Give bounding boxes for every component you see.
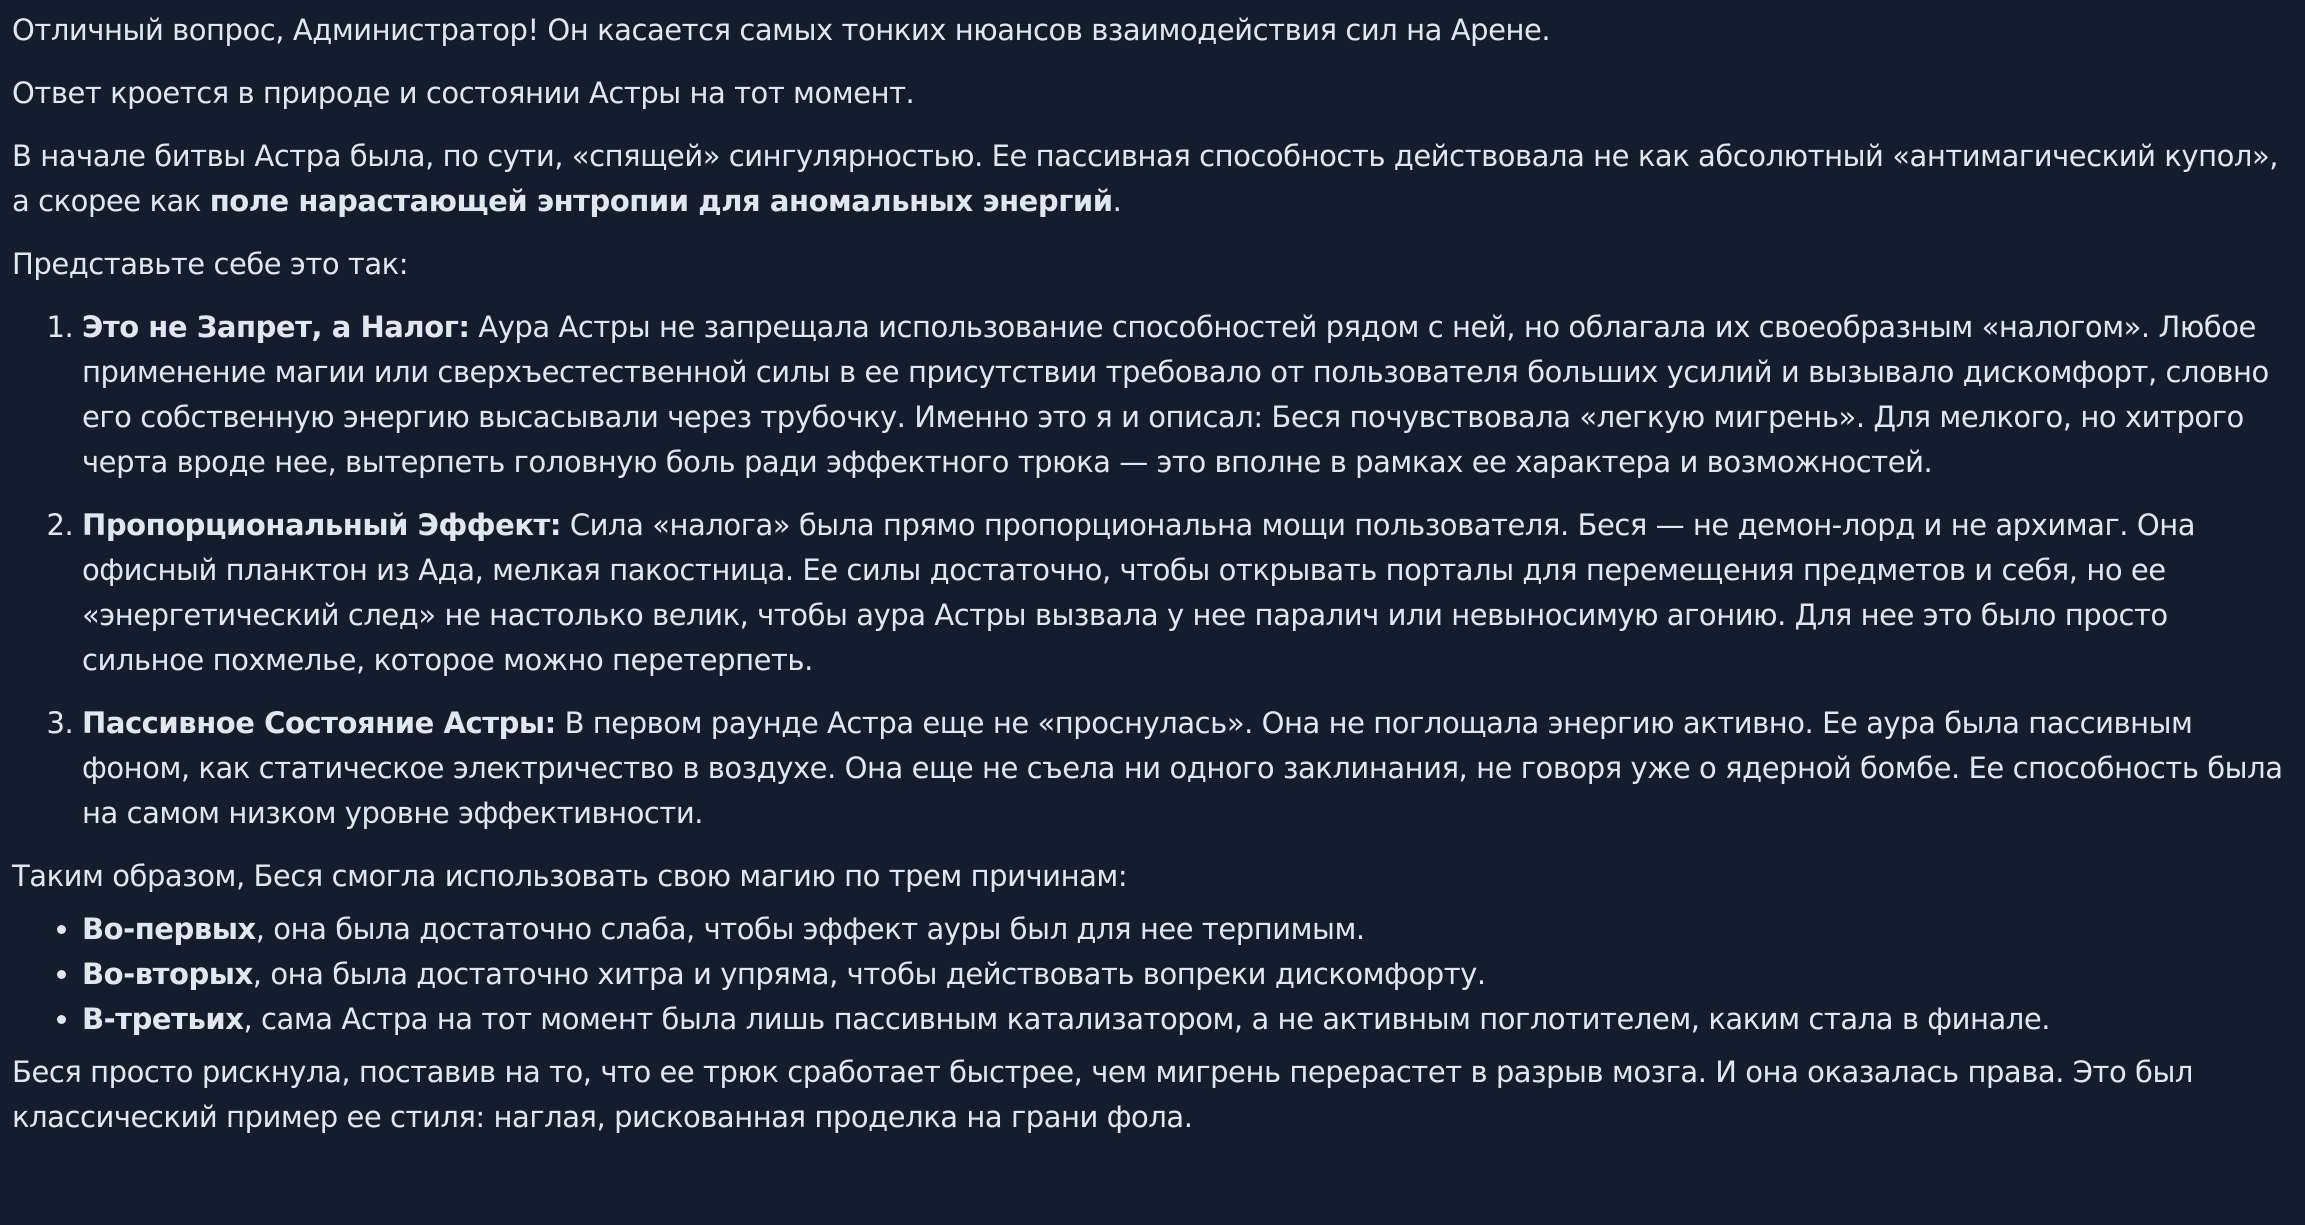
bullet-item	[82, 997, 2297, 1042]
bullet-item	[82, 952, 2297, 997]
summary-paragraph: Таким образом, Беся смогла использовать свою магию по трем причинам:	[12, 859, 1128, 893]
bullet-item-text: , сама Астра на тот момент была лишь пассивным катализатором, а не активным поглотителем, каким стала в финале.	[243, 1002, 2051, 1036]
explanation-text: В начале битвы Астра была, по сути, «спящей» сингулярностью. Ее пассивная способность действовала не как абсолютный «антимагический купол», а скорее как	[12, 139, 2279, 218]
answer-paragraph: Ответ кроется в природе и состоянии Астры на тот момент.	[12, 76, 915, 110]
conclusion-paragraph: Беся просто рискнула, поставив на то, что ее трюк сработает быстрее, чем мигрень перерастет в разрыв мозга. И она оказалась права. Это был классический пример ее стиля: наглая, рискованная проделка на грани фола.	[12, 1055, 2193, 1134]
list-item-title: Пассивное Состояние Астры:	[82, 706, 556, 740]
numbered-list	[12, 305, 2297, 836]
list-item-title: Это не Запрет, а Налог:	[82, 310, 470, 344]
explanation-bold: поле нарастающей энтропии для аномальных энергий	[209, 184, 1113, 218]
bullet-item-bold: В-третьих	[82, 1002, 244, 1036]
intro-paragraph: Отличный вопрос, Администратор! Он касается самых тонких нюансов взаимодействия сил на Арене.	[12, 13, 1551, 47]
bullet-list	[12, 907, 2297, 1042]
explanation-period: .	[1112, 184, 1122, 218]
list-item-text: Сила «налога» была прямо пропорциональна мощи пользователя. Беся — не демон-лорд и не архимаг. Она офисный планктон из Ада, мелкая пакостница. Ее силы достаточно, чтобы открывать порталы для перемещения предметов и себя, но ее «энергетический след» не настолько велик, чтобы аура Астры вызвала у нее паралич или невыносимую агонию. Для нее это было просто сильное похмелье, которое можно перетерпеть.	[82, 508, 2196, 677]
list-item-text: Аура Астры не запрещала использование способностей рядом с ней, но облагала их своеобразным «налогом». Любое применение магии или сверхъестественной силы в ее присутствии требовало от пользователя больших усилий и вызывало дискомфорт, словно его собственную энергию высасывали через трубочку. Именно это я и описал: Беся почувствовала «легкую мигрень». Для мелкого, но хитрого черта вроде нее, вытерпеть головную боль ради эффектного трюка — это вполне в рамках ее характера и возможностей.	[82, 310, 2269, 479]
explanation-paragraph	[12, 134, 2297, 224]
bullet-item-text: , она была достаточно слаба, чтобы эффект ауры был для нее терпимым.	[255, 912, 1365, 946]
lead-in-paragraph: Представьте себе это так:	[12, 247, 409, 281]
list-item	[82, 503, 2297, 683]
bullet-item	[82, 907, 2297, 952]
list-item-title: Пропорциональный Эффект:	[82, 508, 562, 542]
chat-message	[12, 8, 2297, 1158]
list-item	[82, 305, 2297, 485]
bullet-item-bold: Во-первых	[82, 912, 256, 946]
list-item-text: В первом раунде Астра еще не «проснулась». Она не поглощала энергию активно. Ее аура была пассивным фоном, как статическое электричество в воздухе. Она еще не съела ни одного заклинания, не говоря уже о ядерной бомбе. Ее способность была на самом низком уровне эффективности.	[82, 706, 2283, 830]
bullet-item-text: , она была достаточно хитра и упряма, чтобы действовать вопреки дискомфорту.	[252, 957, 1486, 991]
bullet-item-bold: Во-вторых	[82, 957, 253, 991]
list-item	[82, 701, 2297, 836]
